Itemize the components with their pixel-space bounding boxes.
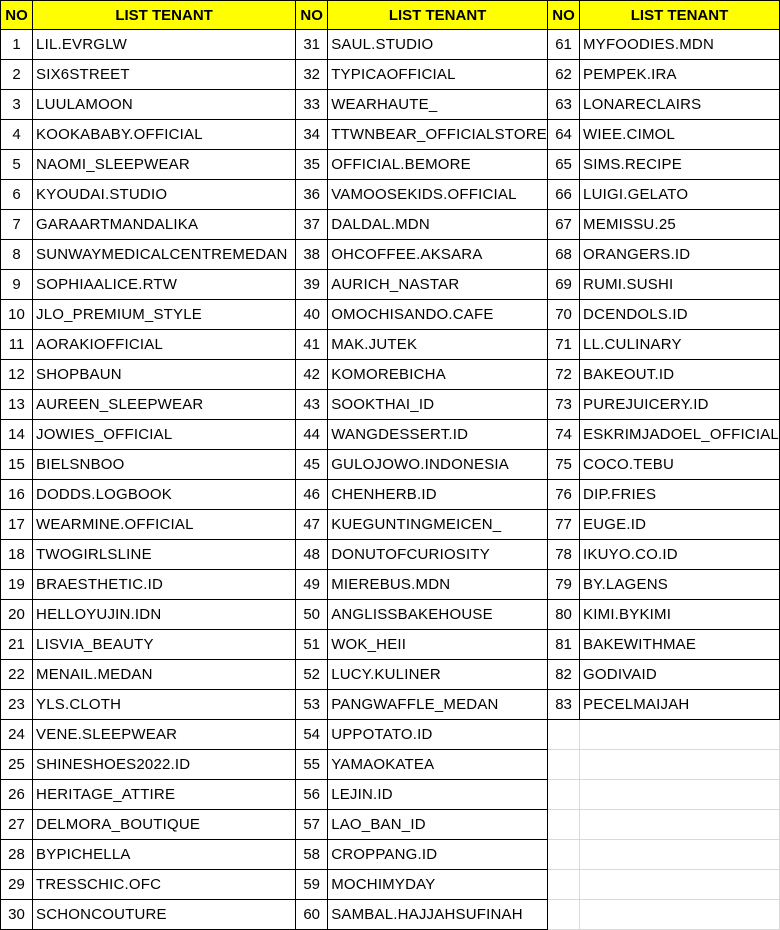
tenant-name: BAKEOUT.ID [580,360,780,390]
tenant-number: 40 [296,300,328,330]
table-row [1,330,780,360]
empty-cell [548,810,580,840]
tenant-number: 56 [296,780,328,810]
tenant-name: YAMAOKATEA [328,750,548,780]
header-row [1,1,780,30]
tenant-number: 7 [1,210,33,240]
tenant-number: 19 [1,570,33,600]
tenant-number: 46 [296,480,328,510]
tenant-name: DONUTOFCURIOSITY [328,540,548,570]
tenant-number: 81 [548,630,580,660]
no-header: NO [1,1,33,30]
tenant-number: 69 [548,270,580,300]
table-row [1,60,780,90]
table-row [1,210,780,240]
tenant-number: 27 [1,810,33,840]
tenant-number: 82 [548,660,580,690]
tenant-number: 9 [1,270,33,300]
tenant-name: CROPPANG.ID [328,840,548,870]
tenant-number: 79 [548,570,580,600]
tenant-name: ANGLISSBAKEHOUSE [328,600,548,630]
tenant-name: MIEREBUS.MDN [328,570,548,600]
tenant-name: PEMPEK.IRA [580,60,780,90]
tenant-name: SHINESHOES2022.ID [33,750,296,780]
tenant-name: LUULAMOON [33,90,296,120]
tenant-number: 67 [548,210,580,240]
tenant-number: 57 [296,810,328,840]
tenant-number: 17 [1,510,33,540]
tenant-number: 5 [1,150,33,180]
tenant-number: 14 [1,420,33,450]
tenant-name: OFFICIAL.BEMORE [328,150,548,180]
tenant-name: MOCHIMYDAY [328,870,548,900]
tenant-name: OMOCHISANDO.CAFE [328,300,548,330]
tenant-number: 68 [548,240,580,270]
tenant-number: 39 [296,270,328,300]
tenant-name: AURICH_NASTAR [328,270,548,300]
tenant-number: 62 [548,60,580,90]
empty-cell [548,780,580,810]
tenant-number: 36 [296,180,328,210]
tenant-name: SIMS.RECIPE [580,150,780,180]
tenant-name: WEARHAUTE_ [328,90,548,120]
tenant-name: BAKEWITHMAE [580,630,780,660]
tenant-name: DIP.FRIES [580,480,780,510]
tenant-name: HERITAGE_ATTIRE [33,780,296,810]
tenant-name: HELLOYUJIN.IDN [33,600,296,630]
table-row [1,270,780,300]
table-row [1,360,780,390]
tenant-number: 43 [296,390,328,420]
table-row [1,870,780,900]
tenant-name: BRAESTHETIC.ID [33,570,296,600]
empty-cell [548,720,580,750]
no-header: NO [296,1,328,30]
tenant-name: KUEGUNTINGMEICEN_ [328,510,548,540]
tenant-name: SCHONCOUTURE [33,900,296,930]
tenant-number: 75 [548,450,580,480]
tenant-number: 54 [296,720,328,750]
tenant-number: 72 [548,360,580,390]
tenant-number: 2 [1,60,33,90]
empty-cell [548,870,580,900]
table-row [1,570,780,600]
table-row [1,150,780,180]
empty-cell [580,840,780,870]
tenant-name: MYFOODIES.MDN [580,30,780,60]
tenant-name: NAOMI_SLEEPWEAR [33,150,296,180]
table-row [1,510,780,540]
empty-cell [548,840,580,870]
no-header: NO [548,1,580,30]
tenant-number: 26 [1,780,33,810]
tenant-number: 63 [548,90,580,120]
tenant-name: IKUYO.CO.ID [580,540,780,570]
tenant-name: RUMI.SUSHI [580,270,780,300]
tenant-number: 22 [1,660,33,690]
tenant-number: 33 [296,90,328,120]
tenant-number: 80 [548,600,580,630]
tenant-number: 71 [548,330,580,360]
tenant-number: 44 [296,420,328,450]
tenant-number: 1 [1,30,33,60]
tenant-number: 29 [1,870,33,900]
tenant-name: TTWNBEAR_OFFICIALSTORE [328,120,548,150]
tenant-number: 32 [296,60,328,90]
table-row [1,840,780,870]
tenant-name: LIL.EVRGLW [33,30,296,60]
tenant-number: 8 [1,240,33,270]
empty-cell [580,720,780,750]
tenant-name: TWOGIRLSLINE [33,540,296,570]
tenant-number: 6 [1,180,33,210]
empty-cell [580,750,780,780]
tenant-name: SIX6STREET [33,60,296,90]
tenant-number: 61 [548,30,580,60]
tenant-number: 55 [296,750,328,780]
tenant-number: 20 [1,600,33,630]
tenant-number: 50 [296,600,328,630]
tenant-name: BIELSNBOO [33,450,296,480]
table-row [1,30,780,60]
tenant-number: 49 [296,570,328,600]
tenant-number: 4 [1,120,33,150]
table-row [1,750,780,780]
tenant-name: GULOJOWO.INDONESIA [328,450,548,480]
tenant-number: 11 [1,330,33,360]
tenant-name: KOMOREBICHA [328,360,548,390]
tenant-number: 65 [548,150,580,180]
tenant-name: WANGDESSERT.ID [328,420,548,450]
tenant-number: 34 [296,120,328,150]
tenant-number: 74 [548,420,580,450]
tenant-number: 10 [1,300,33,330]
tenant-name: PUREJUICERY.ID [580,390,780,420]
tenant-name: DODDS.LOGBOOK [33,480,296,510]
table-row [1,90,780,120]
tenant-name: GARAARTMANDALIKA [33,210,296,240]
tenant-number: 60 [296,900,328,930]
table-row [1,450,780,480]
tenant-name: DCENDOLS.ID [580,300,780,330]
tenant-number: 12 [1,360,33,390]
tenant-name: LONARECLAIRS [580,90,780,120]
table-row [1,120,780,150]
tenant-name: BY.LAGENS [580,570,780,600]
tenant-number: 48 [296,540,328,570]
table-row [1,180,780,210]
tenant-name: DELMORA_BOUTIQUE [33,810,296,840]
table-row [1,810,780,840]
tenant-number: 51 [296,630,328,660]
table-row [1,720,780,750]
tenant-name: KOOKABABY.OFFICIAL [33,120,296,150]
tenant-number: 76 [548,480,580,510]
tenant-number: 16 [1,480,33,510]
table-row [1,420,780,450]
tenant-name: SUNWAYMEDICALCENTREMEDAN [33,240,296,270]
tenant-name: WIEE.CIMOL [580,120,780,150]
tenant-number: 24 [1,720,33,750]
list-tenant-header: LIST TENANT [328,1,548,30]
tenant-name: LISVIA_BEAUTY [33,630,296,660]
tenant-name: MEMISSU.25 [580,210,780,240]
tenant-name: TRESSCHIC.OFC [33,870,296,900]
tenant-name: LAO_BAN_ID [328,810,548,840]
tenant-name: OHCOFFEE.AKSARA [328,240,548,270]
table-row [1,300,780,330]
tenant-name: COCO.TEBU [580,450,780,480]
list-tenant-header: LIST TENANT [33,1,296,30]
tenant-name: ORANGERS.ID [580,240,780,270]
tenant-name: MAK.JUTEK [328,330,548,360]
empty-cell [548,750,580,780]
tenant-name: DALDAL.MDN [328,210,548,240]
empty-cell [580,900,780,930]
tenant-number: 78 [548,540,580,570]
tenant-number: 52 [296,660,328,690]
tenant-number: 73 [548,390,580,420]
tenant-number: 42 [296,360,328,390]
tenant-number: 38 [296,240,328,270]
empty-cell [580,780,780,810]
tenant-number: 31 [296,30,328,60]
tenant-name: BYPICHELLA [33,840,296,870]
empty-cell [580,810,780,840]
table-row [1,540,780,570]
tenant-number: 47 [296,510,328,540]
tenant-name: SAUL.STUDIO [328,30,548,60]
table-row [1,240,780,270]
tenant-name: EUGE.ID [580,510,780,540]
tenant-name: ESKRIMJADOEL_OFFICIAL [580,420,780,450]
table-row [1,690,780,720]
tenant-number: 45 [296,450,328,480]
tenant-name: CHENHERB.ID [328,480,548,510]
tenant-number: 77 [548,510,580,540]
tenant-number: 3 [1,90,33,120]
tenant-name: AUREEN_SLEEPWEAR [33,390,296,420]
tenant-number: 70 [548,300,580,330]
empty-cell [580,870,780,900]
table-row [1,630,780,660]
tenant-name: YLS.CLOTH [33,690,296,720]
tenant-name: PANGWAFFLE_MEDAN [328,690,548,720]
tenant-name: SHOPBAUN [33,360,296,390]
tenant-number: 37 [296,210,328,240]
tenant-number: 15 [1,450,33,480]
tenant-number: 23 [1,690,33,720]
tenant-name: JOWIES_OFFICIAL [33,420,296,450]
tenant-number: 53 [296,690,328,720]
empty-cell [548,900,580,930]
tenant-number: 21 [1,630,33,660]
tenant-name: PECELMAIJAH [580,690,780,720]
tenant-number: 41 [296,330,328,360]
tenant-number: 64 [548,120,580,150]
tenant-name: LL.CULINARY [580,330,780,360]
tenant-name: VAMOOSEKIDS.OFFICIAL [328,180,548,210]
tenant-name: KYOUDAI.STUDIO [33,180,296,210]
tenant-number: 66 [548,180,580,210]
tenant-name: WEARMINE.OFFICIAL [33,510,296,540]
tenant-number: 83 [548,690,580,720]
tenant-number: 35 [296,150,328,180]
tenant-name: GODIVAID [580,660,780,690]
tenant-name: KIMI.BYKIMI [580,600,780,630]
tenant-name: MENAIL.MEDAN [33,660,296,690]
tenant-name: LEJIN.ID [328,780,548,810]
tenant-number: 25 [1,750,33,780]
table-row [1,390,780,420]
tenant-number: 59 [296,870,328,900]
list-tenant-header: LIST TENANT [580,1,780,30]
tenant-name: LUIGI.GELATO [580,180,780,210]
table-row [1,480,780,510]
tenant-name: SOPHIAALICE.RTW [33,270,296,300]
tenant-name: SOOKTHAI_ID [328,390,548,420]
tenant-number: 58 [296,840,328,870]
tenant-number: 18 [1,540,33,570]
tenant-number: 30 [1,900,33,930]
tenant-name: SAMBAL.HAJJAHSUFINAH [328,900,548,930]
tenant-name: WOK_HEII [328,630,548,660]
tenant-name: VENE.SLEEPWEAR [33,720,296,750]
table-row [1,660,780,690]
table-row [1,600,780,630]
tenant-name: UPPOTATO.ID [328,720,548,750]
tenant-name: LUCY.KULINER [328,660,548,690]
tenant-name: TYPICAOFFICIAL [328,60,548,90]
tenant-name: AORAKIOFFICIAL [33,330,296,360]
table-row [1,900,780,930]
tenant-name: JLO_PREMIUM_STYLE [33,300,296,330]
table-row [1,780,780,810]
tenant-number: 28 [1,840,33,870]
tenant-number: 13 [1,390,33,420]
